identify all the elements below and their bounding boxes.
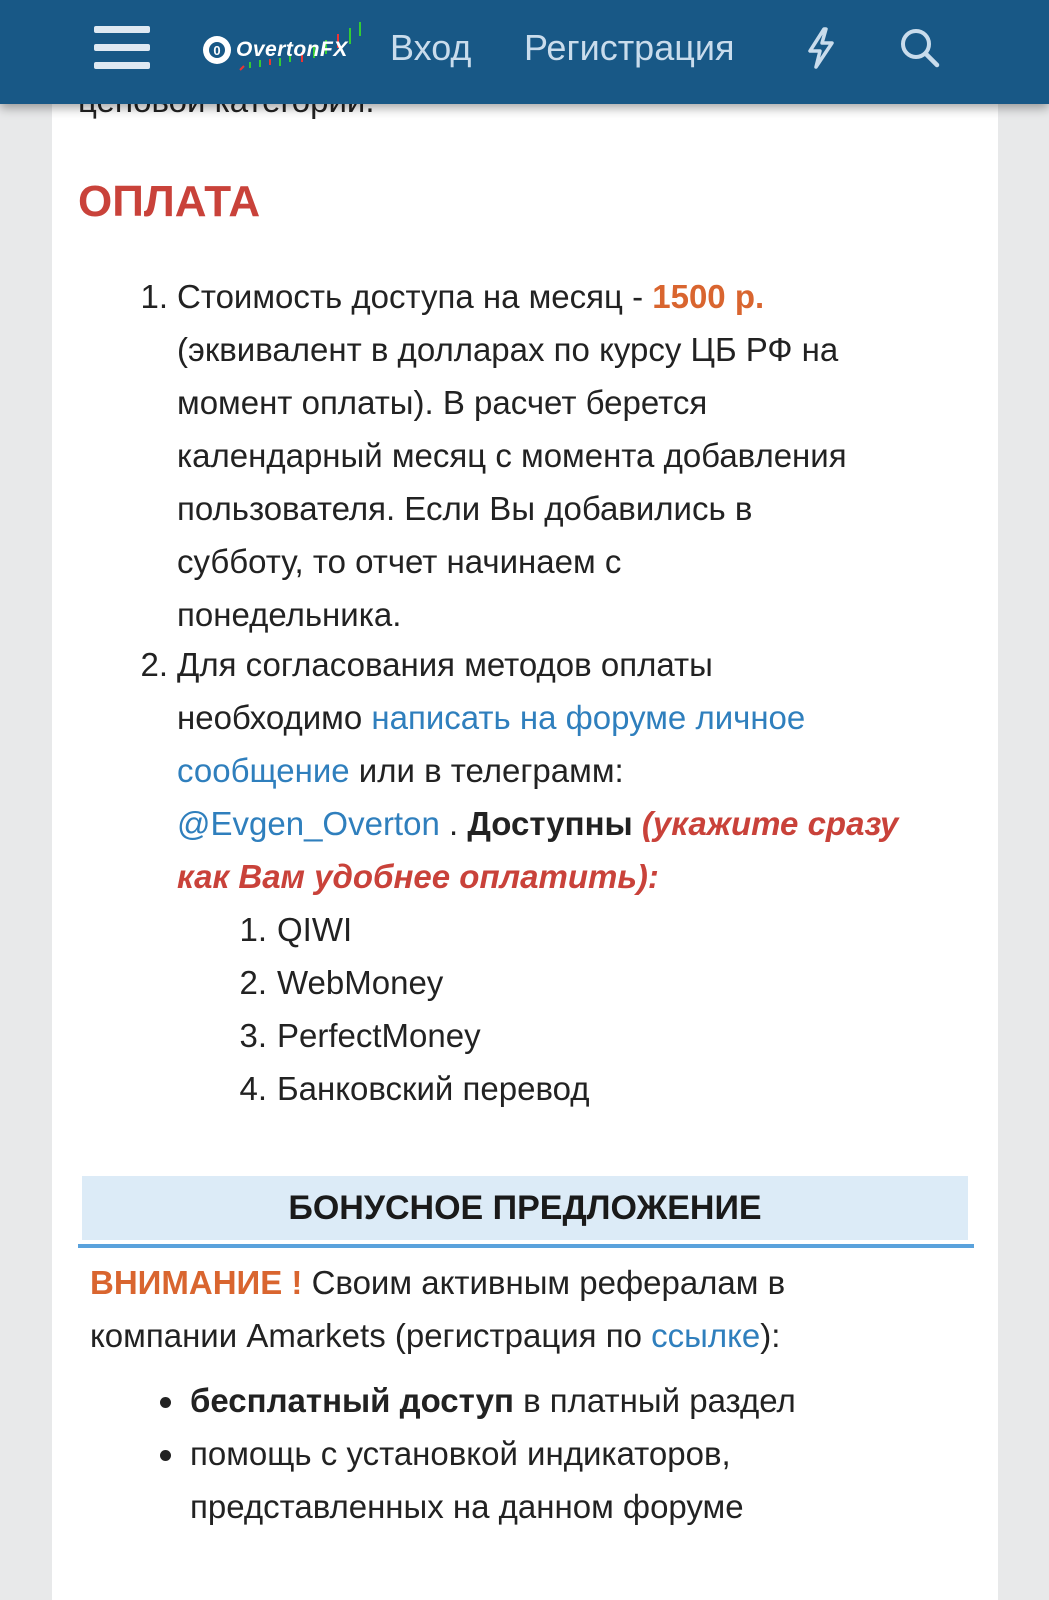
item-text: необходимо bbox=[177, 699, 372, 736]
private-message-link[interactable]: написать на форуме личное bbox=[371, 699, 806, 736]
top-nav-bar bbox=[0, 0, 1049, 104]
method-label: QIWI bbox=[277, 911, 353, 948]
bonus-header-bar bbox=[82, 1176, 968, 1240]
list-item bbox=[190, 1374, 796, 1427]
item-line: (эквивалент в долларах по курсу ЦБ РФ на bbox=[177, 331, 839, 368]
login-link[interactable]: Вход bbox=[390, 27, 472, 68]
list-number: 2. bbox=[140, 646, 168, 683]
price-value: 1500 р. bbox=[652, 278, 765, 315]
site-logo[interactable] bbox=[200, 18, 368, 84]
list-item-text: помощь с установкой индикаторов, bbox=[190, 1435, 731, 1472]
list-item-text: в платный раздел bbox=[513, 1382, 796, 1419]
bonus-text: Своим активным рефералам в bbox=[302, 1264, 786, 1301]
method-number: 4. bbox=[239, 1070, 267, 1107]
method-number: 2. bbox=[239, 964, 267, 1001]
bonus-benefits-list bbox=[52, 1374, 982, 1534]
payment-note-cont: как Вам удобнее оплатить): bbox=[177, 858, 659, 895]
item-line: календарный месяц с момента добавления bbox=[177, 437, 847, 474]
method-label: PerfectMoney bbox=[277, 1017, 481, 1054]
list-number: 1. bbox=[140, 278, 168, 315]
item-line: понедельника. bbox=[177, 596, 402, 633]
bonus-text: компании Amarkets (регистрация по bbox=[90, 1317, 652, 1354]
lightning-icon[interactable] bbox=[798, 24, 846, 72]
item-line: Для согласования методов оплаты bbox=[177, 646, 713, 683]
method-label: Банковский перевод bbox=[277, 1070, 590, 1107]
separator-text: . bbox=[439, 805, 468, 842]
menu-icon[interactable] bbox=[94, 26, 150, 70]
section-title-payment: ОПЛАТА bbox=[78, 177, 261, 226]
bonus-text: ): bbox=[760, 1317, 781, 1354]
payment-note: (укажите сразу bbox=[632, 805, 899, 842]
payment-methods-list bbox=[177, 903, 977, 1115]
private-message-link-cont[interactable]: сообщение bbox=[177, 752, 350, 789]
method-label: WebMoney bbox=[277, 964, 444, 1001]
item-line: момент оплаты). В расчет берется bbox=[177, 384, 708, 421]
bonus-title: БОНУСНОЕ ПРЕДЛОЖЕНИЕ bbox=[288, 1189, 762, 1227]
bullet-icon bbox=[160, 1450, 171, 1461]
method-number: 1. bbox=[239, 911, 267, 948]
item-line: субботу, то отчет начинаем с bbox=[177, 543, 622, 580]
free-access-label: бесплатный доступ bbox=[190, 1382, 514, 1419]
logo-text: OvertonFX bbox=[236, 38, 348, 61]
item-line: пользователя. Если Вы добавились в bbox=[177, 490, 753, 527]
register-link[interactable]: Регистрация bbox=[524, 27, 735, 68]
telegram-link[interactable]: @Evgen_Overton bbox=[177, 805, 440, 842]
attention-label: ВНИМАНИЕ ! bbox=[90, 1264, 303, 1301]
svg-text:0: 0 bbox=[213, 43, 221, 58]
content-card bbox=[52, 96, 998, 1600]
available-label: Доступны bbox=[467, 805, 633, 842]
list-item-text: представленных на данном форуме bbox=[190, 1488, 744, 1525]
bullet-icon bbox=[160, 1397, 171, 1408]
bonus-paragraph bbox=[90, 1256, 970, 1362]
search-icon[interactable] bbox=[896, 24, 944, 72]
item-text: или в телеграмм: bbox=[349, 752, 624, 789]
price-lead-text: Стоимость доступа на месяц - bbox=[177, 278, 653, 315]
method-number: 3. bbox=[239, 1017, 267, 1054]
bonus-divider bbox=[78, 1244, 974, 1248]
referral-link[interactable]: ссылке bbox=[651, 1317, 761, 1354]
list-item bbox=[190, 1427, 744, 1533]
